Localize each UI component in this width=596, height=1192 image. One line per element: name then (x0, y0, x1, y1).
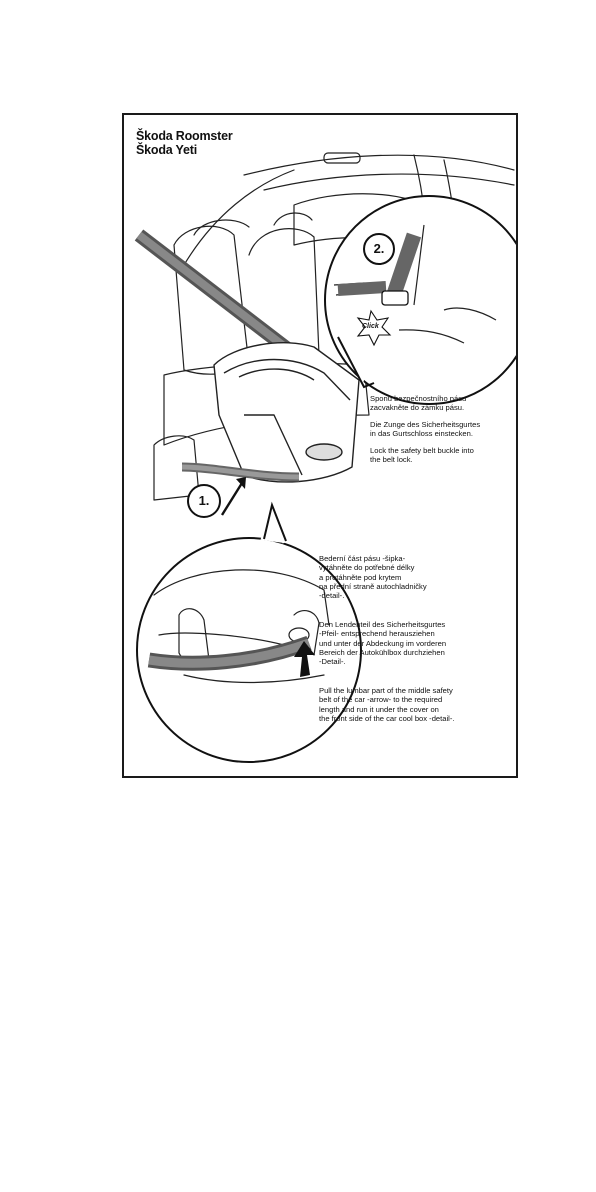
caption-buckle-cs: Sponu bezpečnostního pásu zacvakněte do zámku pásu. (370, 394, 467, 413)
step-one-label: 1. (198, 493, 210, 508)
caption-lap-en: Pull the lumbar part of the middle safety belt of the car -arrow- to the required length and run it under the cover on the front side of the car cool box -detail-. (319, 686, 455, 723)
step-two-label: 2. (373, 241, 385, 256)
caption-buckle-en: Lock the safety belt buckle into the belt lock. (370, 446, 474, 465)
vehicle-model-titles (136, 129, 233, 157)
caption-lap-de: Den Lendenteil des Sicherheitsgurtes -Pfeil- entsprechend herausziehen und unter der Abdeckung im vorderen Bereich der Autokühlbox durchziehen -Detail-. (319, 620, 447, 667)
caption-lap-cs: Bederní část pásu -šipka- vytáhněte do potřebné délky a protáhněte pod krytem na přední straně autochladničky -detail-. (319, 554, 427, 601)
caption-buckle-de: Die Zunge des Sicherheitsgurtes in das Gurtschloss einstecken. (370, 420, 481, 439)
instruction-panel (122, 113, 518, 778)
model-title-roomster: Škoda Roomster (136, 129, 233, 143)
click-label: Click (362, 323, 379, 330)
model-title-yeti: Škoda Yeti (136, 143, 197, 157)
